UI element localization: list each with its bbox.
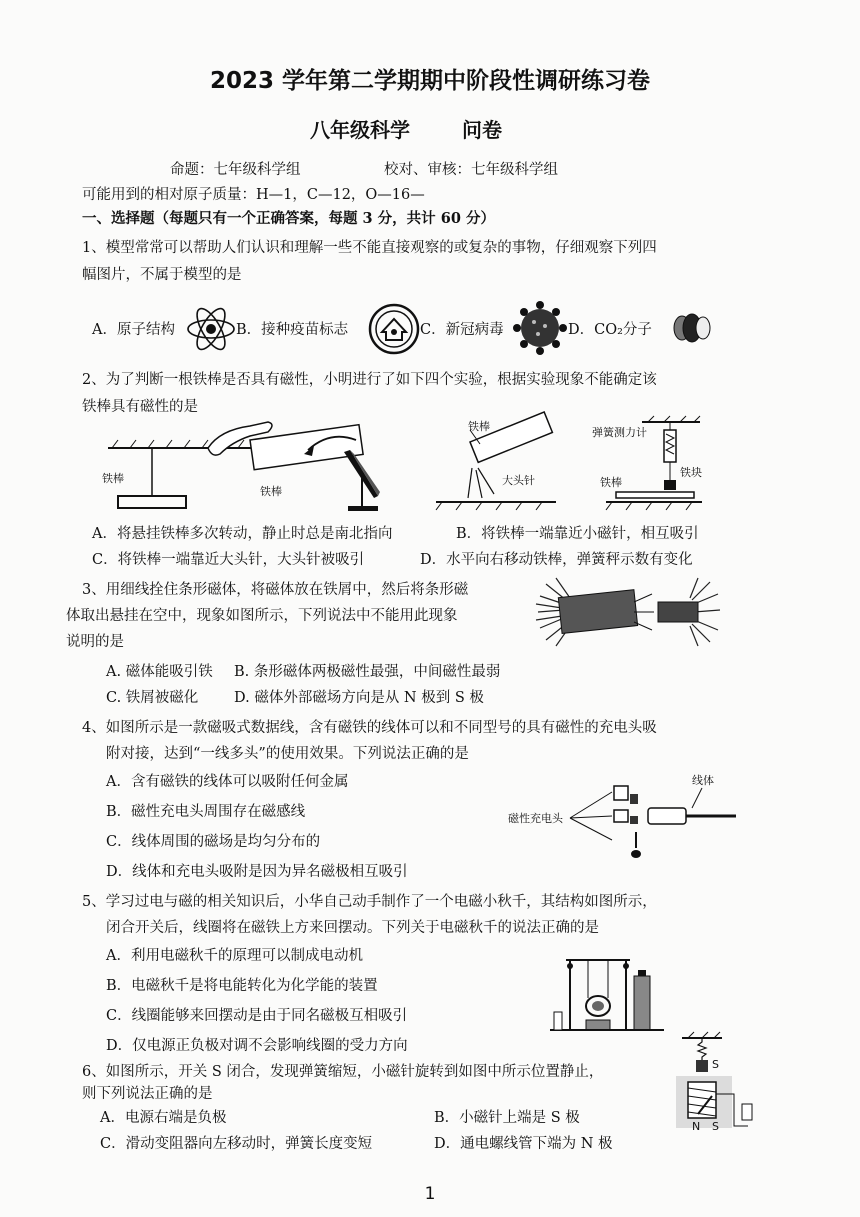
vaccine-logo-icon <box>367 302 421 356</box>
q1-option-b: B．接种疫苗标志 <box>236 322 349 338</box>
q2-fig-label-scale: 弹簧测力计 <box>592 426 647 439</box>
q2-fig-label-rod3: 铁棒 <box>468 420 490 433</box>
q2-stem-line1: 2、为了判断一根铁棒是否具有磁性，小明进行了如下四个实验，根据实验现象不能确定该 <box>82 372 657 388</box>
author-line: 命题：七年级科学组 <box>170 162 301 178</box>
q5-stem-line1: 5、学习过电与磁的相关知识后，小华自己动手制作了一个电磁小秋千，其结构如图所示， <box>82 894 657 910</box>
q4-option-d: D．线体和充电头吸附是因为异名磁极相互吸引 <box>106 864 408 880</box>
q3-option-d: D. 磁体外部磁场方向是从 N 极到 S 极 <box>234 690 484 706</box>
q6-option-b: B．小磁针上端是 S 极 <box>434 1110 580 1126</box>
q6-option-a: A．电源右端是负极 <box>100 1110 227 1126</box>
q4-stem-line1: 4、如图所示是一款磁吸式数据线，含有磁铁的线体可以和不同型号的具有磁性的充电头吸 <box>82 720 657 736</box>
q2-fig-label-rod2: 铁棒 <box>260 485 282 498</box>
q6-fig-label-s1: S <box>712 1058 719 1071</box>
q3-option-b: B. 条形磁体两极磁性最强，中间磁性最弱 <box>234 664 501 680</box>
q3-option-c: C. 铁屑被磁化 <box>106 690 199 706</box>
q5-option-a: A．利用电磁秋千的原理可以制成电动机 <box>106 948 363 964</box>
q4-stem-line2: 附对接，达到“一线多头”的使用效果。下列说法正确的是 <box>106 746 469 762</box>
co2-molecule-icon <box>672 310 712 346</box>
q2-fig-label-rod1: 铁棒 <box>102 472 124 485</box>
q6-stem-line2: 则下列说法正确的是 <box>82 1086 213 1102</box>
q2-figure-compass <box>300 426 400 518</box>
q1-stem-line2: 幅图片，不属于模型的是 <box>82 267 242 283</box>
q2-option-b: B．将铁棒一端靠近小磁针，相互吸引 <box>456 526 699 542</box>
atomic-mass-line: 可能用到的相对原子质量：H—1，C—12，O—16— <box>82 187 425 203</box>
q4-fig-label-head: 磁性充电头 <box>508 812 563 825</box>
q2-fig-label-pin: 大头针 <box>502 474 535 487</box>
coronavirus-icon <box>512 300 568 356</box>
q3-stem-line1: 3、用细线拴住条形磁体，将磁体放在铁屑中，然后将条形磁 <box>82 582 469 598</box>
section-heading: 一、选择题（每题只有一个正确答案，每题 3 分，共计 60 分） <box>82 210 495 227</box>
q4-figure-magnetic-cable <box>508 770 738 862</box>
page-subtitle-type: 问卷 <box>462 118 502 142</box>
q1-option-a: A．原子结构 <box>92 322 175 338</box>
atom-model-icon <box>186 300 236 358</box>
q5-option-d: D．仅电源正负极对调不会影响线圈的受力方向 <box>106 1038 408 1054</box>
q6-option-c: C．滑动变阻器向左移动时，弹簧长度变短 <box>100 1136 373 1152</box>
q4-option-a: A．含有磁铁的线体可以吸附任何金属 <box>106 774 349 790</box>
q6-option-d: D．通电螺线管下端为 N 极 <box>434 1136 613 1152</box>
q2-option-a: A．将悬挂铁棒多次转动，静止时总是南北指向 <box>92 526 393 542</box>
q6-stem-line1: 6、如图所示，开关 S 闭合，发现弹簧缩短，小磁针旋转到如图中所示位置静止， <box>82 1064 604 1080</box>
q1-stem-line1: 1、模型常常可以帮助人们认识和理解一些不能直接观察的或复杂的事物，仔细观察下列四 <box>82 240 657 256</box>
q5-option-b: B．电磁秋千是将电能转化为化学能的装置 <box>106 978 378 994</box>
page-subtitle-subject: 八年级科学 <box>310 118 410 142</box>
q5-figure-electromagnetic-swing <box>548 946 666 1038</box>
q1-option-d: D．CO₂分子 <box>568 322 652 338</box>
q5-stem-line2: 闭合开关后，线圈将在磁铁上方来回摆动。下列关于电磁秋千的说法正确的是 <box>106 920 599 936</box>
q2-option-c: C．将铁棒一端靠近大头针，大头针被吸引 <box>92 552 365 568</box>
q6-fig-label-n: N <box>692 1120 701 1133</box>
q2-option-d: D．水平向右移动铁棒，弹簧秤示数有变化 <box>420 552 693 568</box>
q4-option-c: C．线体周围的磁场是均匀分布的 <box>106 834 321 850</box>
q2-fig-label-rod4: 铁棒 <box>600 476 622 489</box>
q2-fig-label-block: 铁块 <box>680 466 702 479</box>
q6-figure-solenoid-circuit <box>668 1034 758 1134</box>
q4-option-b: B．磁性充电头周围存在磁感线 <box>106 804 306 820</box>
q4-fig-label-body: 线体 <box>692 774 714 787</box>
q6-fig-label-s2: S <box>712 1120 719 1133</box>
q2-figure-pins <box>432 418 562 516</box>
q5-option-c: C．线圈能够来回摆动是由于同名磁极互相吸引 <box>106 1008 408 1024</box>
page-number: 1 <box>424 1184 436 1204</box>
q3-stem-line3: 说明的是 <box>66 634 124 650</box>
reviewer-line: 校对、审核：七年级科学组 <box>384 162 558 178</box>
page-title: 2023 学年第二学期期中阶段性调研练习卷 <box>209 68 651 94</box>
q1-option-c: C．新冠病毒 <box>420 322 504 338</box>
q3-figure-iron-filings <box>534 572 724 650</box>
q3-option-a: A. 磁体能吸引铁 <box>106 664 213 680</box>
q3-stem-line2: 体取出悬挂在空中，现象如图所示，下列说法中不能用此现象 <box>66 608 458 624</box>
q2-stem-line2: 铁棒具有磁性的是 <box>82 399 198 415</box>
q2-figure-spring-scale <box>586 414 706 518</box>
